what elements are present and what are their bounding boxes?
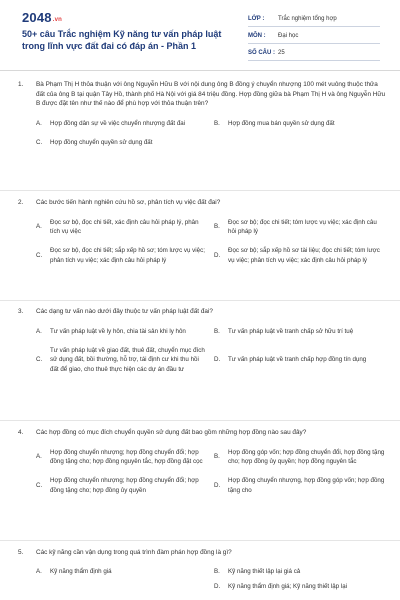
meta-value: Đại học <box>278 33 299 39</box>
option-letter: D. <box>214 482 221 490</box>
option-letter: D. <box>214 252 221 260</box>
options <box>36 567 388 592</box>
question-text: Các dạng tư vấn nào dưới đây thuộc tư vấn pháp luật đất đai? <box>36 308 213 315</box>
meta-row-subject <box>248 29 380 44</box>
option-letter: C. <box>36 252 43 260</box>
option-letter: A. <box>36 567 42 575</box>
option-text: Tư vấn pháp luật về tranh chấp sở hữu trí tuệ <box>228 327 354 335</box>
meta-row-count <box>248 46 380 61</box>
option-c[interactable] <box>36 346 208 374</box>
question-text: Các hợp đồng có mục đích chuyển quyền sử dụng đất bao gồm những hợp đồng nào sau đây? <box>36 429 307 436</box>
question-number: 2. <box>18 199 24 206</box>
question-5 <box>18 548 388 591</box>
question-number: 4. <box>18 429 24 436</box>
option-text: Kỹ năng thẩm định giá; Kỹ năng thiết lập lại <box>228 583 348 590</box>
question-separator <box>0 420 400 421</box>
options <box>36 327 388 375</box>
question-1 <box>18 80 388 148</box>
question-number: 1. <box>18 81 24 88</box>
meta-label: MÔN : <box>248 33 266 39</box>
question-3 <box>18 307 388 374</box>
question-stem <box>18 307 388 317</box>
question-2 <box>18 198 388 265</box>
question-stem <box>18 548 388 558</box>
option-c[interactable] <box>36 582 208 591</box>
options <box>36 119 388 148</box>
header-divider <box>0 70 400 71</box>
options <box>36 448 388 496</box>
question-text: Các kỹ năng cần vận dụng trong quá trình đàm phán hợp đồng là gì? <box>36 549 232 556</box>
option-d[interactable] <box>214 476 386 495</box>
option-letter: A. <box>36 453 42 461</box>
option-c[interactable] <box>36 246 208 265</box>
option-text: Tư vấn pháp luật về tranh chấp hợp đồng tín dụng <box>228 356 367 364</box>
option-text: Đọc sơ bộ, đọc chi tiết, xác định câu hỏi pháp lý, phân tích vụ việc <box>50 218 199 235</box>
option-letter: C. <box>36 356 43 364</box>
option-text: Hợp đồng chuyển nhượng, hợp đồng góp vốn; hợp đồng tặng cho <box>228 477 385 494</box>
question-number: 5. <box>18 549 24 556</box>
site-logo[interactable] <box>22 10 62 25</box>
option-b[interactable] <box>214 448 386 467</box>
question-text: Các bước tiến hành nghiên cứu hồ sơ, phân tích vụ việc đất đai? <box>36 199 221 206</box>
header <box>0 0 400 70</box>
option-letter: D. <box>214 583 221 590</box>
option-text: Kỹ năng thiết lập lại giá cả <box>228 567 301 575</box>
option-text: Tư vấn pháp luật về giao đất, thuê đất, chuyển mục đích sử dụng đất, bồi thường, hỗ trợ, tái định cư khi thu hồi đất để giao, cho thuê thực hiện các dự án đầu tư <box>50 347 205 373</box>
option-text: Hợp đồng dân sự về việc chuyển nhượng đất đai <box>50 119 186 127</box>
option-letter: C. <box>36 482 43 490</box>
option-text: Đọc sơ bộ, đọc chi tiết; sắp xếp hồ sơ; tóm lược vụ việc; phân tích vụ việc; xác định câu hỏi pháp lý <box>50 247 205 264</box>
option-letter: B. <box>214 453 220 461</box>
option-letter: A. <box>36 119 42 127</box>
option-a[interactable] <box>36 218 208 237</box>
meta-row-class <box>248 12 380 27</box>
option-text: Hợp đồng mua bán quyền sử dụng đất <box>228 119 335 127</box>
option-letter: C. <box>36 139 43 147</box>
question-number: 3. <box>18 308 24 315</box>
question-stem <box>18 428 388 438</box>
question-text: Bà Phạm Thị H thỏa thuận với ông Nguyễn Hữu B với nội dung ông B đồng ý chuyển nhượng 100 mét vuông thuộc thửa đất của ông B tại quận Tây Hồ, thành phố Hà Nội với giá 84 triệu đồng. Hợp đồng giữa bà Phạm Thị H và ông Nguyễn Hữu B được đặt tên như thế nào để phù hợp với thỏa thuận trên? <box>36 81 386 108</box>
options <box>36 218 388 266</box>
question-4 <box>18 428 388 495</box>
option-letter: D. <box>214 356 221 364</box>
option-a[interactable] <box>36 119 208 128</box>
option-text: Đọc sơ bộ; sắp xếp hồ sơ tài liệu; đọc chi tiết; tóm lược vụ việc; phân tích vụ việc; xác định câu hỏi pháp lý <box>228 247 380 264</box>
option-text: Đọc sơ bộ; đọc chi tiết; tóm lược vụ việc; xác định câu hỏi pháp lý <box>228 218 377 235</box>
meta-value: 25 <box>278 50 285 56</box>
option-text: Hợp đồng chuyển nhượng; hợp đồng chuyển đổi; hợp đồng tặng cho; hợp đồng nguyên tắc, hợp đồng đặt cọc <box>50 448 203 465</box>
question-stem <box>18 80 388 109</box>
page-title: 50+ câu Trắc nghiệm Kỹ năng tư vấn pháp luật trong lĩnh vực đất đai có đáp án - Phần 1 <box>22 29 222 51</box>
option-a[interactable] <box>36 567 208 576</box>
option-text: Kỹ năng thẩm định giá <box>50 567 112 575</box>
option-a[interactable] <box>36 327 208 336</box>
option-b[interactable] <box>214 218 386 237</box>
option-letter: B. <box>214 327 220 335</box>
question-separator <box>0 300 400 301</box>
option-text: Hợp đồng chuyển nhượng; hợp đồng chuyển đổi; hợp đồng tặng cho; hợp đồng ủy quyền <box>50 477 199 494</box>
option-b[interactable] <box>214 119 386 128</box>
option-letter: A. <box>36 327 42 335</box>
option-text: Tư vấn pháp luật về ly hôn, chia tài sản khi ly hôn <box>50 327 186 335</box>
question-separator <box>0 190 400 191</box>
meta-label: LỚP : <box>248 16 265 22</box>
option-d[interactable] <box>214 246 386 265</box>
option-letter: B. <box>214 223 220 231</box>
logo-sub: .vn <box>52 17 63 23</box>
option-text: Hợp đồng góp vốn; hợp đồng chuyển đổi, hợp đồng tặng cho; hợp đồng ủy quyền; hợp đồng nguyên tắc <box>228 448 385 465</box>
question-separator <box>0 540 400 541</box>
meta-table <box>248 12 380 63</box>
option-c[interactable] <box>36 476 208 495</box>
option-d[interactable] <box>214 346 386 374</box>
option-letter: B. <box>214 567 220 575</box>
option-b[interactable] <box>214 327 386 336</box>
option-letter: B. <box>214 119 220 127</box>
option-b[interactable] <box>214 567 386 576</box>
option-a[interactable] <box>36 448 208 467</box>
option-c[interactable] <box>36 138 208 147</box>
logo-main: 2048 <box>22 10 52 25</box>
option-d[interactable] <box>214 582 386 591</box>
meta-value: Trắc nghiệm tổng hợp <box>278 16 337 22</box>
question-stem <box>18 198 388 208</box>
option-text: Hợp đồng chuyển quyền sử dụng đất <box>50 139 153 147</box>
option-letter: A. <box>36 223 42 231</box>
meta-label: SỐ CÂU : <box>248 50 275 56</box>
